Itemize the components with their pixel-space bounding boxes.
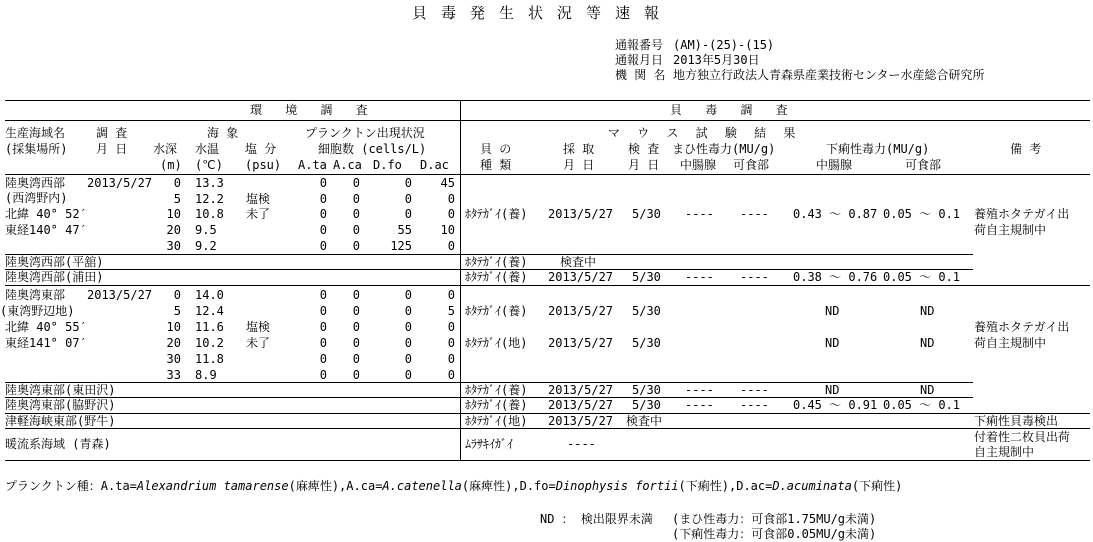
plankton-footnote — [5, 479, 902, 493]
env-cell-dac: 0 — [447, 207, 455, 222]
env-cell-temp: 12.2 — [195, 191, 224, 206]
env-cell-temp: 9.2 — [195, 238, 217, 253]
psp-mid-value: ---- — [685, 383, 714, 397]
survey-sub-header: 月 日 — [96, 142, 128, 156]
env-cell-dac: 0 — [447, 320, 455, 334]
env-cell-depth: 10 — [166, 207, 181, 222]
env-cell-aca: 0 — [352, 368, 360, 382]
remarks-line: 自主規制中 — [974, 445, 1035, 459]
depth-unit: (m) — [160, 158, 182, 172]
area-name: 陸奥湾東部 — [5, 288, 66, 302]
env-cell-depth: 20 — [166, 223, 181, 238]
footnote-dac-name: D.acuminata — [772, 479, 852, 493]
env-cell-dac: 0 — [447, 352, 455, 366]
depth-header: 水深 — [153, 142, 178, 156]
env-cell-ata: 0 — [319, 352, 327, 366]
env-cell-ata: 0 — [319, 320, 327, 334]
env-cell-aca: 0 — [352, 336, 360, 350]
area-name: 暖流系海域 (青森) — [5, 437, 111, 451]
env-cell-ata: 0 — [319, 176, 327, 190]
footnote-dfo-type: (下痢性), — [678, 479, 737, 493]
dsp-edible-value: ND — [920, 304, 935, 318]
inspection-sub-header: 月 日 — [628, 158, 660, 172]
dsp-edible-value: ND — [920, 336, 935, 350]
dsp-header: 下痢性毒力(MU/g) — [826, 142, 930, 156]
footnote-aca-abbr: A.ca= — [346, 479, 383, 493]
env-cell-depth: 30 — [166, 352, 181, 366]
env-cell-sal: 未了 — [246, 336, 271, 350]
env-cell-depth: 0 — [173, 176, 181, 190]
plankton-header: プランクトン出現状況 — [305, 126, 425, 140]
psp-mid-header: 中腸腺 — [680, 158, 717, 172]
env-cell-aca: 0 — [352, 304, 360, 318]
shell-species: ﾎﾀﾃｶﾞｲ(養) — [465, 304, 528, 318]
psp-header: まひ性毒力(MU/g) — [672, 142, 776, 156]
species-header: 貝 の — [480, 142, 512, 156]
env-cell-aca: 0 — [352, 207, 360, 222]
sample-status: ---- — [567, 437, 596, 451]
dsp-edible-value: 0.05 ～ 0.1 — [883, 207, 961, 221]
env-cell-ata: 0 — [319, 191, 327, 206]
inspect-date: 5/30 — [632, 207, 661, 221]
sampling-header: 採 取 — [563, 142, 595, 156]
env-cell-dac: 45 — [440, 176, 455, 190]
sample-date: 2013/5/27 — [548, 383, 614, 397]
report-number: (AM)-(25)-(15) — [673, 38, 775, 52]
species-sub-header: 種 類 — [480, 158, 512, 172]
shell-species: ﾑﾗｻｷｲｶﾞｲ — [465, 437, 514, 451]
env-cell-dfo: 0 — [404, 191, 412, 206]
env-cell-aca: 0 — [352, 223, 360, 238]
salinity-unit: (psu) — [245, 158, 282, 172]
env-cell-ata: 0 — [319, 304, 327, 318]
footnote-prefix: プランクトン種： — [5, 479, 101, 493]
shell-species: ﾎﾀﾃｶﾞｲ(養) — [465, 270, 528, 284]
env-cell-depth: 0 — [173, 288, 181, 302]
psp-edible-value: ---- — [740, 270, 769, 284]
env-cell-dfo: 0 — [404, 368, 412, 382]
survey-header: 調 査 — [96, 126, 128, 140]
latitude: 北緯 40° 55′ — [5, 320, 87, 334]
env-cell-ata: 0 — [319, 223, 327, 238]
env-cell-temp: 14.0 — [195, 288, 224, 302]
area-name: 陸奥湾西部(平舘) — [5, 255, 104, 269]
footnote-ata-type: (麻痺性), — [288, 479, 347, 493]
dsp-edible-header: 可食部 — [905, 158, 942, 172]
footnote-ata-abbr: A.ta= — [100, 479, 137, 493]
env-cell-temp: 8.9 — [195, 368, 217, 382]
dsp-mid-value: ND — [825, 383, 840, 397]
dac-header: D.ac — [420, 158, 449, 172]
env-cell-aca: 0 — [352, 176, 360, 190]
survey-date: 2013/5/27 — [87, 288, 153, 302]
dsp-edible-value: ND — [920, 383, 935, 397]
nd-psp-limit: (まひ性毒力：可食部1.75MU/g未満) — [672, 512, 877, 526]
inspect-date: 5/30 — [632, 383, 661, 397]
dsp-mid-value: ND — [825, 304, 840, 318]
psp-edible-value: ---- — [740, 383, 769, 397]
env-cell-sal: 未了 — [246, 207, 271, 222]
aca-header: A.ca — [333, 158, 362, 172]
env-cell-dac: 0 — [447, 336, 455, 350]
env-cell-dac: 10 — [440, 223, 455, 238]
env-cell-depth: 20 — [166, 336, 181, 350]
env-cell-temp: 12.4 — [195, 304, 224, 318]
sample-date: 2013/5/27 — [548, 414, 614, 428]
nd-dsp-limit: (下痢性毒力：可食部0.05MU/g未満) — [672, 527, 877, 541]
inspection-header: 検 査 — [628, 142, 660, 156]
dsp-mid-value: ND — [825, 336, 840, 350]
dsp-edible-value: 0.05 ～ 0.1 — [883, 270, 961, 284]
remarks-header: 備 考 — [1010, 142, 1042, 156]
cells-header: 細胞数 (cells/L) — [318, 142, 427, 156]
inspect-date: 5/30 — [632, 336, 661, 350]
report-date-label: 通報月日 — [615, 53, 664, 67]
env-cell-ata: 0 — [319, 288, 327, 302]
organization: 地方独立行政法人青森県産業技術センター水産総合研究所 — [673, 68, 985, 82]
footnote-dfo-name: Dinophysis fortii — [555, 479, 679, 493]
psp-mid-value: ---- — [685, 398, 714, 412]
longitude: 東経140° 47′ — [5, 223, 87, 237]
dsp-mid-value: 0.43 ～ 0.87 — [793, 207, 878, 221]
env-cell-depth: 30 — [166, 238, 181, 253]
dsp-mid-value: 0.45 ～ 0.91 — [793, 398, 878, 412]
inspect-date: 5/30 — [632, 270, 661, 284]
organization-label: 機 関 名 — [615, 68, 666, 82]
env-cell-temp: 9.5 — [195, 223, 217, 238]
env-cell-aca: 0 — [352, 320, 360, 334]
env-cell-temp: 11.6 — [195, 320, 224, 334]
latitude: 北緯 40° 52′ — [5, 207, 87, 221]
sample-date: 2013/5/27 — [548, 304, 614, 318]
env-cell-temp: 10.2 — [195, 336, 224, 350]
survey-date: 2013/5/27 — [87, 176, 153, 190]
env-survey-header: 環 境 調 査 — [250, 103, 376, 117]
env-cell-dfo: 0 — [404, 288, 412, 302]
env-cell-dfo: 0 — [404, 352, 412, 366]
env-cell-aca: 0 — [352, 191, 360, 206]
area-sub-header: (採集場所) — [5, 142, 68, 156]
sample-date: 2013/5/27 — [548, 398, 614, 412]
footnote-aca-type: (麻痺性), — [461, 479, 520, 493]
env-cell-ata: 0 — [319, 336, 327, 350]
shell-species: ﾎﾀﾃｶﾞｲ(養) — [465, 383, 528, 397]
shell-species: ﾎﾀﾃｶﾞｲ(養) — [465, 255, 528, 269]
area-name: 陸奥湾東部(脇野沢) — [5, 398, 116, 412]
footnote-dac-type: (下痢性) — [851, 479, 903, 493]
sampling-sub-header: 月 日 — [563, 158, 595, 172]
remarks-line: 養殖ホタテガイ出 — [974, 320, 1070, 334]
env-cell-sal: 塩検 — [246, 320, 271, 334]
sample-date: 2013/5/27 — [548, 207, 614, 221]
area-name: 陸奥湾西部(浦田) — [5, 270, 104, 284]
nd-label: ND ： 検出限界未満 — [540, 512, 653, 526]
footnote-dfo-abbr: D.fo= — [519, 479, 556, 493]
footnote-aca-name: A.catenella — [382, 479, 462, 493]
psp-edible-value: ---- — [740, 398, 769, 412]
report-number-label: 通報番号 — [615, 38, 664, 52]
remarks-line: 付着性二枚貝出荷 — [974, 430, 1071, 444]
longitude: 東経141° 07′ — [5, 336, 87, 350]
dfo-header: D.fo — [373, 158, 402, 172]
ata-header: A.ta — [298, 158, 327, 172]
dsp-mid-header: 中腸腺 — [816, 158, 853, 172]
area-name: 津軽海峡東部(野牛) — [5, 414, 116, 428]
mouse-test-header: マ ウ ス 試 験 結 果 — [608, 126, 801, 140]
env-cell-dac: 0 — [447, 191, 455, 206]
page-title: 貝毒発生状況等速報 — [412, 4, 674, 22]
env-cell-depth: 5 — [173, 304, 181, 318]
area-name: 陸奥湾西部 — [5, 176, 66, 190]
env-cell-sal: 塩検 — [246, 191, 271, 206]
remarks-line: 養殖ホタテガイ出 — [974, 207, 1070, 221]
sea-header: 海 象 — [207, 126, 239, 140]
area-place: (西湾野内) — [5, 191, 68, 205]
env-cell-temp: 11.8 — [195, 352, 224, 366]
env-cell-dfo: 0 — [404, 207, 412, 222]
area-place: (東湾野辺地) — [0, 304, 75, 318]
area-header: 生産海域名 — [5, 126, 66, 140]
shellfish-survey-header: 貝 毒 調 査 — [670, 103, 796, 117]
footnote-ata-name: Alexandrium tamarense — [136, 479, 289, 493]
env-cell-dfo: 0 — [404, 176, 412, 190]
status-text: 検査中 — [626, 414, 663, 428]
env-cell-dfo: 0 — [404, 336, 412, 350]
psp-mid-value: ---- — [685, 207, 714, 221]
shell-species: ﾎﾀﾃｶﾞｲ(養) — [465, 398, 528, 412]
report-date: 2013年5月30日 — [673, 53, 760, 67]
env-cell-temp: 10.8 — [195, 207, 224, 222]
psp-edible-header: 可食部 — [733, 158, 770, 172]
env-cell-aca: 0 — [352, 352, 360, 366]
env-cell-dfo: 0 — [404, 320, 412, 334]
env-cell-dfo: 125 — [390, 238, 412, 253]
area-name: 陸奥湾東部(東田沢) — [5, 383, 116, 397]
remarks-line: 下痢性貝毒検出 — [974, 414, 1059, 428]
sample-date: 2013/5/27 — [548, 336, 614, 350]
env-cell-depth: 5 — [173, 191, 181, 206]
env-cell-dfo: 55 — [397, 223, 412, 238]
dsp-mid-value: 0.38 ～ 0.76 — [793, 270, 878, 284]
env-cell-depth: 33 — [166, 368, 181, 382]
env-cell-dfo: 0 — [404, 304, 412, 318]
status-text: 検査中 — [560, 255, 597, 269]
temp-header: 水温 — [195, 142, 220, 156]
env-cell-dac: 0 — [447, 288, 455, 302]
salinity-header: 塩 分 — [245, 142, 277, 156]
sample-date: 2013/5/27 — [548, 270, 614, 284]
env-cell-dac: 0 — [447, 238, 455, 253]
env-cell-aca: 0 — [352, 288, 360, 302]
shell-species: ﾎﾀﾃｶﾞｲ(地) — [465, 336, 528, 350]
shell-species: ﾎﾀﾃｶﾞｲ(養) — [465, 207, 528, 221]
footnote-dac-abbr: D.ac= — [736, 479, 773, 493]
env-cell-ata: 0 — [319, 368, 327, 382]
shell-species: ﾎﾀﾃｶﾞｲ(地) — [465, 414, 528, 428]
env-cell-ata: 0 — [319, 207, 327, 222]
dsp-edible-value: 0.05 ～ 0.1 — [883, 398, 961, 412]
env-cell-aca: 0 — [352, 238, 360, 253]
env-cell-temp: 13.3 — [195, 176, 224, 190]
remarks-line: 荷自主規制中 — [974, 336, 1047, 350]
env-cell-depth: 10 — [166, 320, 181, 334]
env-cell-ata: 0 — [319, 238, 327, 253]
psp-edible-value: ---- — [740, 207, 769, 221]
psp-mid-value: ---- — [685, 270, 714, 284]
inspect-date: 5/30 — [632, 304, 661, 318]
remarks-line: 荷自主規制中 — [974, 223, 1047, 237]
env-cell-dac: 0 — [447, 368, 455, 382]
inspect-date: 5/30 — [632, 398, 661, 412]
temp-unit: (℃) — [195, 158, 223, 172]
env-cell-dac: 5 — [447, 304, 455, 318]
